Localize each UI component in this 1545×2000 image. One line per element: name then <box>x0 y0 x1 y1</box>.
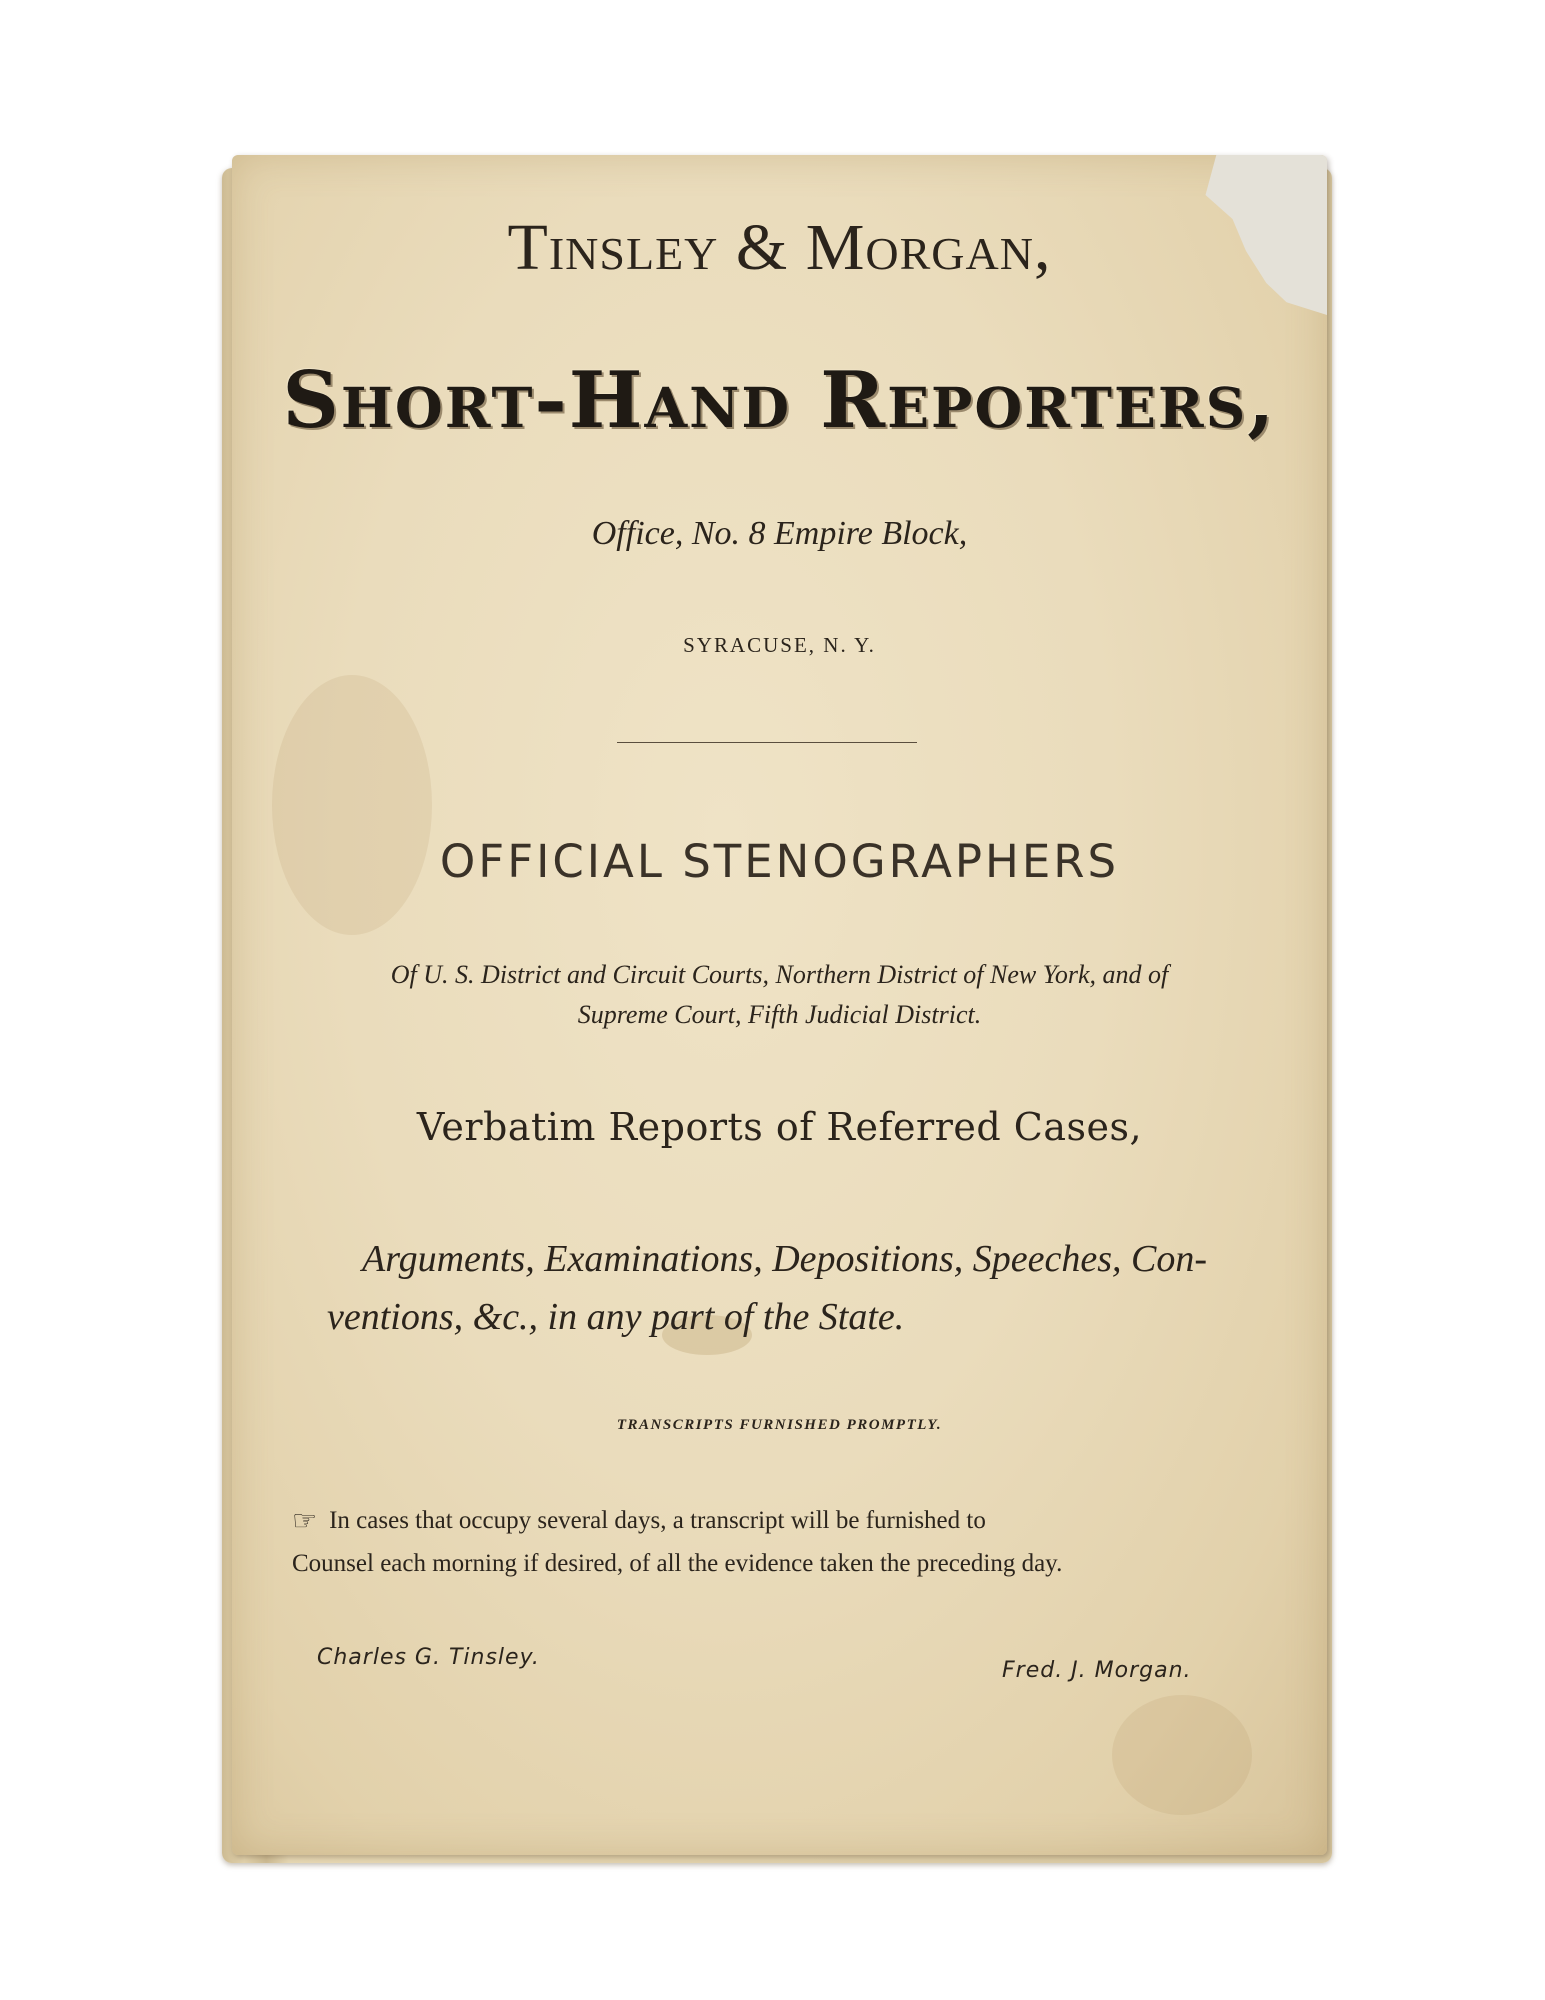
note-line-2: Counsel each morning if desired, of all the evidence taken the preceding day. <box>292 1550 1063 1577</box>
courts-line-2: Supreme Court, Fifth Judicial District. <box>577 1000 982 1029</box>
firm-name: Tinsley & Morgan, <box>507 211 1052 284</box>
divider-rule <box>617 742 917 743</box>
city: SYRACUSE, N. Y. <box>683 633 876 657</box>
note-line-1: ☞ In cases that occupy several days, a transcript will be furnished to <box>292 1500 1272 1543</box>
signature-tinsley: Charles G. Tinsley. <box>317 1645 540 1670</box>
courts-description <box>302 955 1257 1035</box>
services-line-1: Arguments, Examinations, Depositions, Speeches, Con- <box>362 1238 1208 1280</box>
booklet-cover <box>232 155 1327 1855</box>
signature-morgan: Fred. J. Morgan. <box>1002 1658 1192 1683</box>
office-address: Office, No. 8 Empire Block, <box>591 515 968 552</box>
official-title: OFFICIAL STENOGRAPHERS <box>439 835 1120 888</box>
services-list <box>327 1230 1262 1346</box>
services-line-2: ventions, &c., in any part of the State. <box>327 1296 905 1338</box>
stain <box>272 675 432 935</box>
verbatim-reports: Verbatim Reports of Referred Cases, <box>416 1105 1143 1149</box>
pointing-hand-icon: ☞ <box>292 1506 318 1537</box>
stain <box>1112 1695 1252 1815</box>
transcripts-notice: TRANSCRIPTS FURNISHED PROMPTLY. <box>616 1417 943 1433</box>
courts-line-1: Of U. S. District and Circuit Courts, Northern District of New York, and of <box>390 960 1169 989</box>
morning-transcript-note <box>292 1500 1272 1585</box>
main-heading: Short-Hand Reporters, <box>282 355 1277 446</box>
